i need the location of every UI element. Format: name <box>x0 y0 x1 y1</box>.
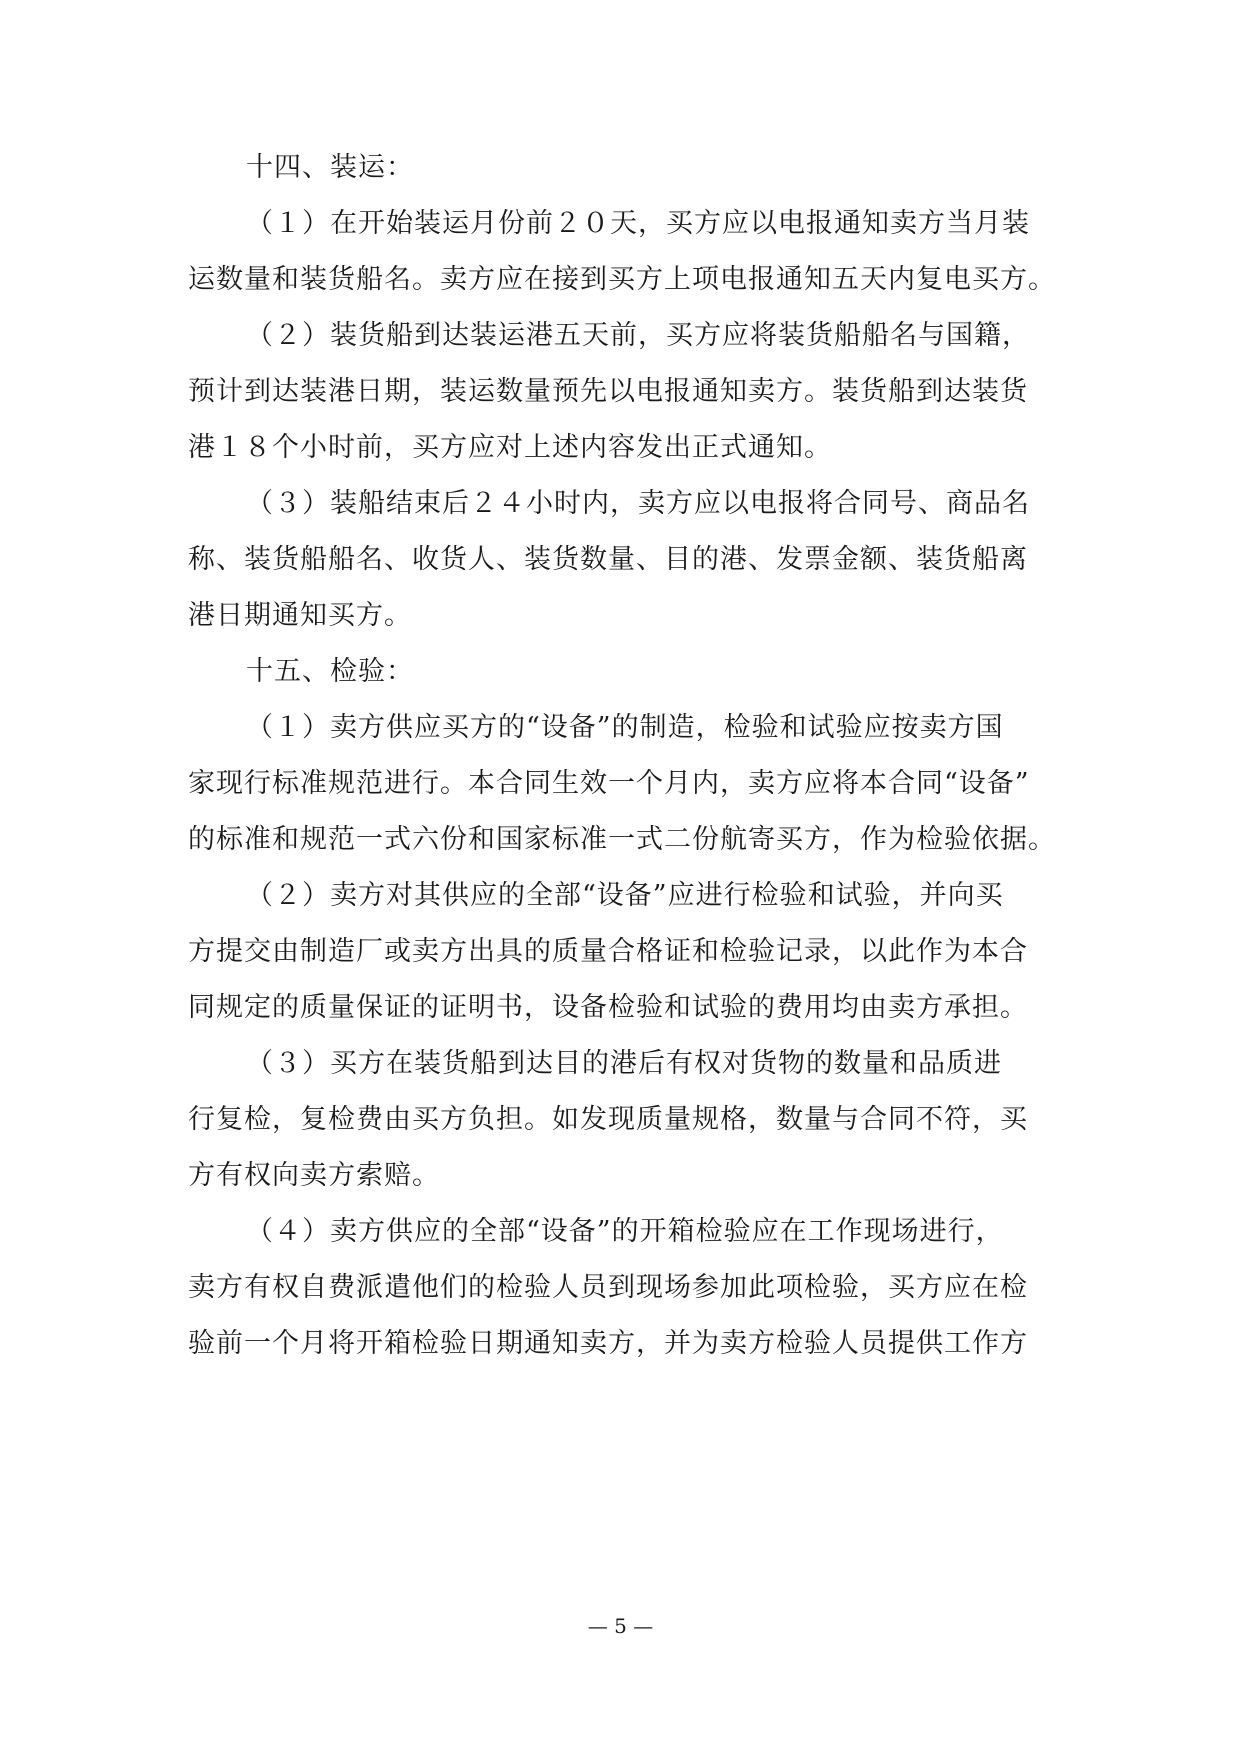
paragraph-line: 同规定的质量保证的证明书，设备检验和试验的费用均由卖方承担。 <box>188 992 1028 1023</box>
section-heading-14: 十四、装运： <box>246 152 414 183</box>
paragraph-line: 称、装货船船名、收货人、装货数量、目的港、发票金额、装货船离 <box>188 544 1028 575</box>
paragraph-line: 运数量和装货船名。卖方应在接到买方上项电报通知五天内复电买方。 <box>188 264 1056 295</box>
paragraph-line: （３）买方在装货船到达目的港后有权对货物的数量和品质进 <box>246 1048 1002 1079</box>
paragraph-line: 行复检，复检费由买方负担。如发现质量规格，数量与合同不符，买 <box>188 1104 1028 1135</box>
paragraph-line: 方有权向卖方索赔。 <box>188 1160 440 1191</box>
paragraph-line: 验前一个月将开箱检验日期通知卖方，并为卖方检验人员提供工作方 <box>188 1328 1028 1359</box>
paragraph-line: 卖方有权自费派遣他们的检验人员到现场参加此项检验，买方应在检 <box>188 1272 1028 1303</box>
paragraph-line: 港日期通知买方。 <box>188 600 412 631</box>
paragraph-line: （４）卖方供应的全部“设备”的开箱检验应在工作现场进行， <box>246 1216 1004 1247</box>
paragraph-line: （２）装货船到达装运港五天前，买方应将装货船船名与国籍， <box>246 320 1030 351</box>
paragraph-line: 的标准和规范一式六份和国家标准一式二份航寄买方，作为检验依据。 <box>188 824 1056 855</box>
paragraph-line: （１）在开始装运月份前２０天，买方应以电报通知卖方当月装 <box>246 208 1030 239</box>
paragraph-line: 港１８个小时前，买方应对上述内容发出正式通知。 <box>188 432 832 463</box>
paragraph-line: （２）卖方对其供应的全部“设备”应进行检验和试验，并向买 <box>246 880 1004 911</box>
paragraph-line: 预计到达装港日期，装运数量预先以电报通知卖方。装货船到达装货 <box>188 376 1028 407</box>
paragraph-line: 家现行标准规范进行。本合同生效一个月内，卖方应将本合同“设备” <box>188 768 1030 799</box>
paragraph-line: 方提交由制造厂或卖方出具的质量合格证和检验记录，以此作为本合 <box>188 936 1028 967</box>
paragraph-line: （１）卖方供应买方的“设备”的制造，检验和试验应按卖方国 <box>246 712 1004 743</box>
page-number: — 5 — <box>587 1614 654 1638</box>
section-heading-15: 十五、检验： <box>246 656 414 687</box>
paragraph-line: （３）装船结束后２４小时内，卖方应以电报将合同号、商品名 <box>246 488 1030 519</box>
